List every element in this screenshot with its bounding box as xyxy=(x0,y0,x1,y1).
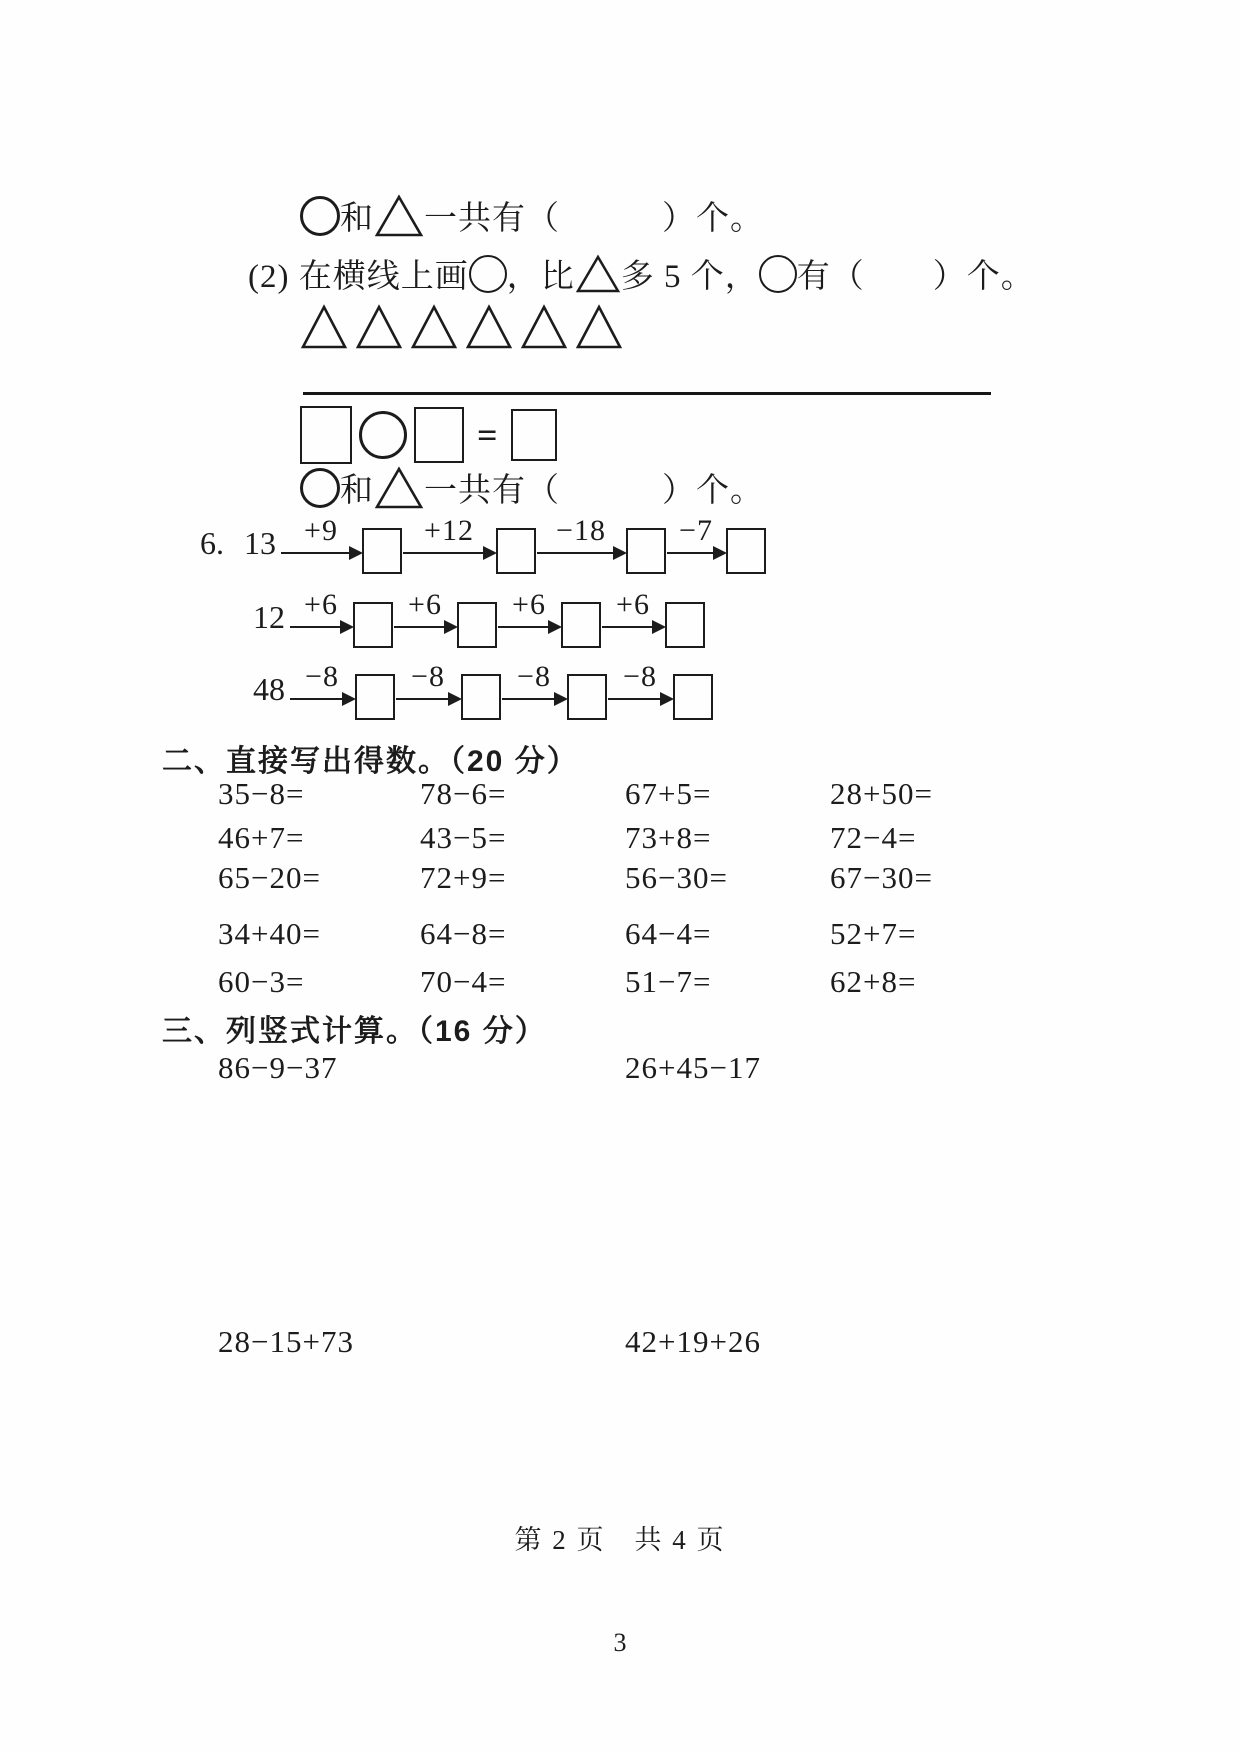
arrow-shaft xyxy=(290,626,352,629)
text: 多 5 个， xyxy=(620,259,759,295)
answer-line xyxy=(303,392,991,395)
text: 和 xyxy=(340,473,374,509)
answer-box xyxy=(355,674,395,720)
arrow-shaft xyxy=(403,552,495,555)
arrow-right xyxy=(396,659,460,701)
question-number: 6. xyxy=(200,525,224,561)
operation-label: +9 xyxy=(304,513,338,547)
circle-icon xyxy=(300,468,340,508)
answer-box xyxy=(496,528,536,574)
calc-problem: 70−4= xyxy=(420,964,507,999)
square-blank xyxy=(300,406,352,464)
operation-label: −8 xyxy=(305,659,339,693)
calc-problem: 35−8= xyxy=(218,776,305,811)
vertical-form-problem: 42+19+26 xyxy=(625,1324,761,1359)
footer-page-info: 第 2 页 共 4 页 xyxy=(514,1525,726,1555)
box-equation xyxy=(300,406,557,464)
chain-start-value: 12 xyxy=(253,599,285,635)
calc-problem: 51−7= xyxy=(625,964,712,999)
operation-label: +12 xyxy=(424,513,474,547)
operation-label: −7 xyxy=(679,513,713,547)
arrow-right xyxy=(502,659,566,701)
operation-label: −18 xyxy=(556,513,606,547)
equals-sign: = xyxy=(477,415,498,455)
chain-start-value: 13 xyxy=(244,525,276,561)
calc-problem: 43−5= xyxy=(420,820,507,855)
vertical-form-problem: 26+45−17 xyxy=(625,1050,761,1085)
arrow-shaft xyxy=(290,698,354,701)
answer-box xyxy=(726,528,766,574)
calc-problem: 72+9= xyxy=(420,860,507,895)
operation-label: +6 xyxy=(512,587,546,621)
circle-icon xyxy=(759,255,797,293)
triangle-row xyxy=(300,304,623,350)
calc-problem: 67+5= xyxy=(625,776,712,811)
arrow-right xyxy=(537,513,625,555)
section2-title: 二、直接写出得数。（20 分） xyxy=(162,745,579,778)
q5-2-instruction-line xyxy=(248,250,1035,297)
arrow-shaft xyxy=(396,698,460,701)
square-blank xyxy=(511,409,557,461)
answer-box xyxy=(626,528,666,574)
answer-box xyxy=(673,674,713,720)
chain-start-value: 48 xyxy=(253,671,285,707)
calc-problem: 65−20= xyxy=(218,860,321,895)
arrow-shaft xyxy=(394,626,456,629)
arrow-shaft xyxy=(602,626,664,629)
section3-title: 三、列竖式计算。（16 分） xyxy=(162,1015,547,1048)
circle-icon xyxy=(469,255,507,293)
answer-box xyxy=(665,602,705,648)
q5-2-count-line xyxy=(300,464,764,511)
square-blank xyxy=(414,407,464,463)
calc-problem: 34+40= xyxy=(218,916,321,951)
calc-problem: 78−6= xyxy=(420,776,507,811)
triangle-icon xyxy=(374,466,424,510)
triangle-icon xyxy=(300,304,348,350)
operation-label: +6 xyxy=(408,587,442,621)
operation-label: +6 xyxy=(616,587,650,621)
answer-box xyxy=(561,602,601,648)
calc-problem: 67−30= xyxy=(830,860,933,895)
triangle-icon xyxy=(374,194,424,238)
arrow-right xyxy=(602,587,664,629)
oral-calc-grid xyxy=(218,778,1050,1006)
triangle-icon xyxy=(410,304,458,350)
answer-box xyxy=(457,602,497,648)
calc-problem: 73+8= xyxy=(625,820,712,855)
arrow-shaft xyxy=(498,626,560,629)
chain-row-12 xyxy=(253,582,705,648)
calc-problem: 56−30= xyxy=(625,860,728,895)
text: ，比 xyxy=(506,259,575,295)
arrow-right xyxy=(394,587,456,629)
arrow-shaft xyxy=(281,552,361,555)
arrow-shaft xyxy=(667,552,725,555)
arrow-shaft xyxy=(502,698,566,701)
calc-problem: 62+8= xyxy=(830,964,917,999)
arrow-right xyxy=(290,587,352,629)
calc-problem: 64−8= xyxy=(420,916,507,951)
triangle-icon xyxy=(520,304,568,350)
answer-box xyxy=(362,528,402,574)
operation-label: +6 xyxy=(304,587,338,621)
chain-row-48 xyxy=(253,654,713,720)
q5-1-count-line xyxy=(300,192,764,239)
answer-box xyxy=(353,602,393,648)
triangle-icon xyxy=(575,254,621,294)
arrow-shaft xyxy=(608,698,672,701)
arrow-shaft xyxy=(537,552,625,555)
text: (2) 在横线上画 xyxy=(248,259,469,295)
operation-label: −8 xyxy=(623,659,657,693)
arrow-right xyxy=(281,513,361,555)
arrow-right xyxy=(290,659,354,701)
text: 有（ ）个。 xyxy=(796,259,1035,295)
calc-problem: 72−4= xyxy=(830,820,917,855)
text: 一共有（ ）个。 xyxy=(424,473,764,509)
arrow-right xyxy=(667,513,725,555)
calc-problem: 60−3= xyxy=(218,964,305,999)
page-number: 3 xyxy=(613,1628,627,1657)
circle-blank xyxy=(359,411,407,459)
operation-label: −8 xyxy=(411,659,445,693)
answer-box xyxy=(461,674,501,720)
arrow-right xyxy=(403,513,495,555)
triangle-icon xyxy=(575,304,623,350)
calc-problem: 52+7= xyxy=(830,916,917,951)
vertical-form-problem: 86−9−37 xyxy=(218,1050,338,1085)
arrow-right xyxy=(608,659,672,701)
triangle-icon xyxy=(355,304,403,350)
calc-problem: 28+50= xyxy=(830,776,933,811)
text: 一共有（ ）个。 xyxy=(424,201,764,237)
answer-box xyxy=(567,674,607,720)
calc-problem: 64−4= xyxy=(625,916,712,951)
vertical-form-problem: 28−15+73 xyxy=(218,1324,354,1359)
operation-label: −8 xyxy=(517,659,551,693)
arrow-right xyxy=(498,587,560,629)
circle-icon xyxy=(300,196,340,236)
calc-problem: 46+7= xyxy=(218,820,305,855)
chain-row-13 xyxy=(200,508,766,574)
text: 和 xyxy=(340,201,374,237)
triangle-icon xyxy=(465,304,513,350)
